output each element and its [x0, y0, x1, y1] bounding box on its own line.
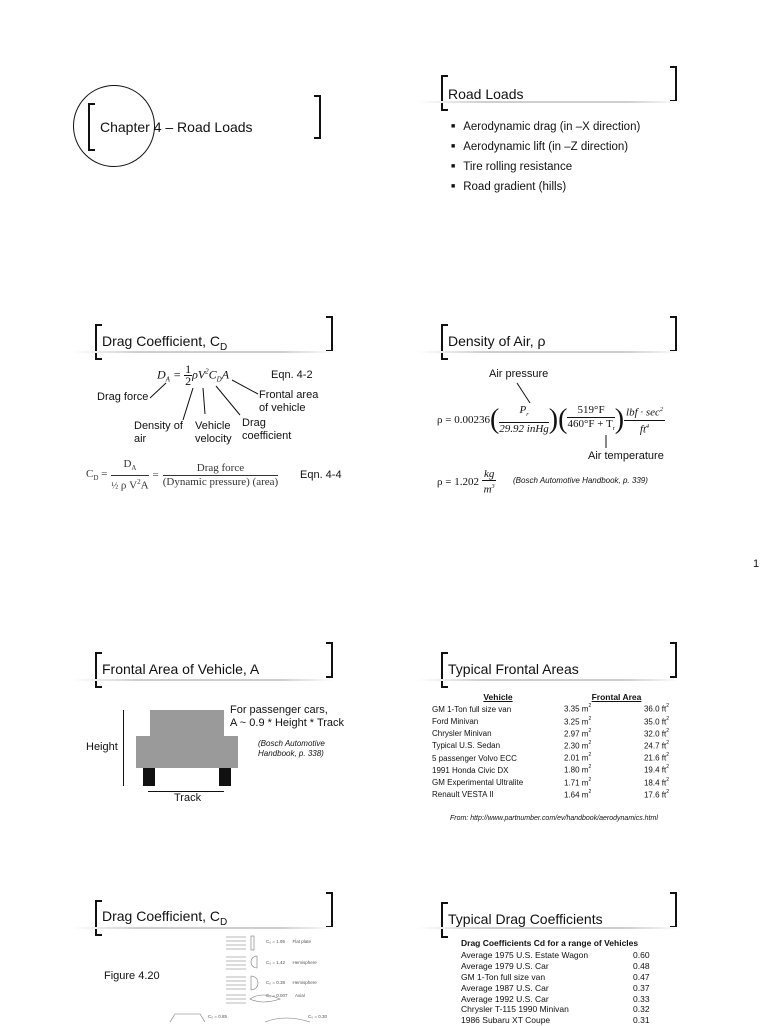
- title-rule: [72, 679, 334, 681]
- slide-title: Drag Coefficient, $C_D$: [102, 333, 228, 353]
- right-bracket: [326, 316, 333, 352]
- table-row: Renault VESTA II 1.64 $m^2$ 17.6 $ft^2$: [432, 788, 669, 800]
- table-row: Ford Minivan 3.25 $m^2$ 35.0 $ft^2$: [432, 715, 669, 727]
- left-wheel: [143, 768, 155, 786]
- citation: (Bosch Automotive Handbook, p. 339): [513, 476, 648, 485]
- table-row: 1986 Subaru XT Coupe 0.31: [461, 1015, 650, 1026]
- col-frontal-area: Frontal Area: [591, 692, 642, 703]
- list-item: ■ Tire rolling resistance: [451, 158, 640, 178]
- car-right-cd: C₀ = 0.30: [308, 1014, 328, 1019]
- table-row: Chrysler Minivan 2.97 $m^2$ 32.0 $ft^2$: [432, 727, 669, 739]
- chapter-title: Chapter 4 – Road Loads: [100, 119, 253, 135]
- frontal-area-label: Frontal area of vehicle: [259, 389, 319, 414]
- drag-force-label: Drag force: [97, 391, 149, 403]
- right-bracket: [670, 66, 677, 102]
- drag-equation: $D_A$ = $\frac{1}{2}$ $\rho V^2C_DA$: [157, 362, 230, 388]
- source-link: From: http://www.partnumber.com/ev/handbook/aerodynamics.html: [450, 815, 658, 822]
- left-bracket: [441, 652, 448, 688]
- car-body: [136, 736, 238, 768]
- shape-label: C₀ = 0.38 Hemisphere: [266, 980, 317, 985]
- right-bracket: [670, 642, 677, 678]
- right-bracket: [670, 316, 677, 352]
- table-row: Average 1992 U.S. Car 0.33: [461, 993, 650, 1004]
- track-label: Track: [174, 792, 202, 804]
- table-row: 5 passenger Volvo ECC 2.01 $m^2$ 21.6 $ft^2$: [432, 752, 669, 763]
- list-item: ■ Aerodynamic lift (in –Z direction): [451, 138, 640, 158]
- left-bracket: [441, 75, 448, 111]
- velocity-label: Vehicle velocity: [195, 420, 232, 445]
- table-row: Average 1979 U.S. Car 0.48: [461, 961, 650, 972]
- density-equation: ρ = 0.00236 ( $P_r$ 29.92 inHg )( 519°F $460^\circ F + T_r$ ) lbf · $\sec^2$ $ft^4$: [437, 404, 663, 436]
- right-bracket: [670, 892, 677, 928]
- left-bracket: [95, 324, 102, 360]
- col-vehicle: Vehicle: [483, 692, 513, 703]
- slide-title: Road Loads: [448, 86, 524, 102]
- slide-title: Drag Coefficient, $C_D$: [102, 908, 228, 928]
- coefficient-label: Drag coefficient: [242, 417, 292, 442]
- slide-title: Typical Drag Coefficients: [448, 911, 603, 927]
- page-number: 1: [753, 558, 760, 570]
- frontal-area-table: [432, 691, 669, 801]
- cd-equation: $C_D$ = $\frac{D_A}{\frac{1}{2} \rho V^2A}$ = Drag force (Dynamic pressure) (area): [86, 458, 279, 492]
- table-row: Typical U.S. Sedan 2.30 $m^2$ 24.7 $ft^2$: [432, 740, 669, 751]
- right-bracket: [326, 642, 333, 678]
- eqn-4-4-label: Eqn. 4-4: [300, 469, 342, 481]
- air-pressure-label: Air pressure: [489, 368, 549, 380]
- table-row: GM Experimental Ultralite 1.71 $m^2$ 18.4 $ft^2$: [432, 776, 669, 788]
- left-bracket: [88, 103, 95, 151]
- drag-coefficient-table: [461, 950, 650, 1026]
- list-item: ■ Road gradient (hills): [451, 178, 640, 198]
- slide-title: Density of Air, ρ: [448, 333, 546, 349]
- title-rule: [418, 351, 680, 353]
- drag-table-title: Drag Coefficients Cd for a range of Vehicles: [461, 938, 639, 948]
- left-bracket: [95, 652, 102, 688]
- slide-title: Frontal Area of Vehicle, A: [102, 661, 260, 677]
- table-row: Average 1987 U.S. Car 0.37: [461, 982, 650, 993]
- figure-label: Figure 4.20: [104, 970, 160, 982]
- table-row: Average 1975 U.S. Estate Wagon 0.60: [461, 950, 650, 961]
- car-left-cd: C₀ = 0.85: [208, 1014, 228, 1019]
- bosch-citation: (Bosch Automotive Handbook, p. 338): [258, 739, 325, 758]
- density-si-equation: ρ = 1.202 kg $m^3$: [437, 468, 495, 496]
- density-label: Density of air: [134, 420, 183, 445]
- bullet-list: [451, 118, 640, 198]
- shape-label: C₀ = 1.95 Flat plate: [266, 939, 312, 944]
- table-row: Chrysler T-115 1990 Minivan 0.32: [461, 1004, 650, 1015]
- table-header: [432, 691, 669, 703]
- table-row: GM 1-Ton full size van 0.47: [461, 971, 650, 982]
- table-row: 1991 Honda Civic DX 1.80 $m^2$ 19.4 $ft^2$: [432, 764, 669, 776]
- height-dimension-line: [123, 710, 124, 786]
- slide-title: Typical Frontal Areas: [448, 661, 579, 677]
- air-temperature-label: Air temperature: [588, 450, 664, 462]
- left-bracket: [95, 900, 102, 936]
- shape-label: C₀ = 0.007 Axial: [266, 993, 305, 998]
- right-bracket: [314, 95, 321, 139]
- left-bracket: [441, 902, 448, 938]
- right-wheel: [219, 768, 231, 786]
- title-rule: [418, 679, 680, 681]
- table-row: GM 1-Ton full size van 3.35 $m^2$ 36.0 $ft^2$: [432, 703, 669, 715]
- left-bracket: [441, 324, 448, 360]
- shape-label: C₀ = 1.42 Hemisphere: [266, 960, 317, 965]
- title-rule: [418, 927, 680, 929]
- list-item: ■ Aerodynamic drag (in –X direction): [451, 118, 640, 138]
- passenger-car-note: For passenger cars, A ~ 0.9 * Height * Track: [230, 704, 345, 729]
- eqn-4-2-label: Eqn. 4-2: [271, 369, 313, 381]
- height-label: Height: [86, 741, 118, 753]
- right-bracket: [326, 892, 333, 928]
- car-cabin: [150, 710, 224, 736]
